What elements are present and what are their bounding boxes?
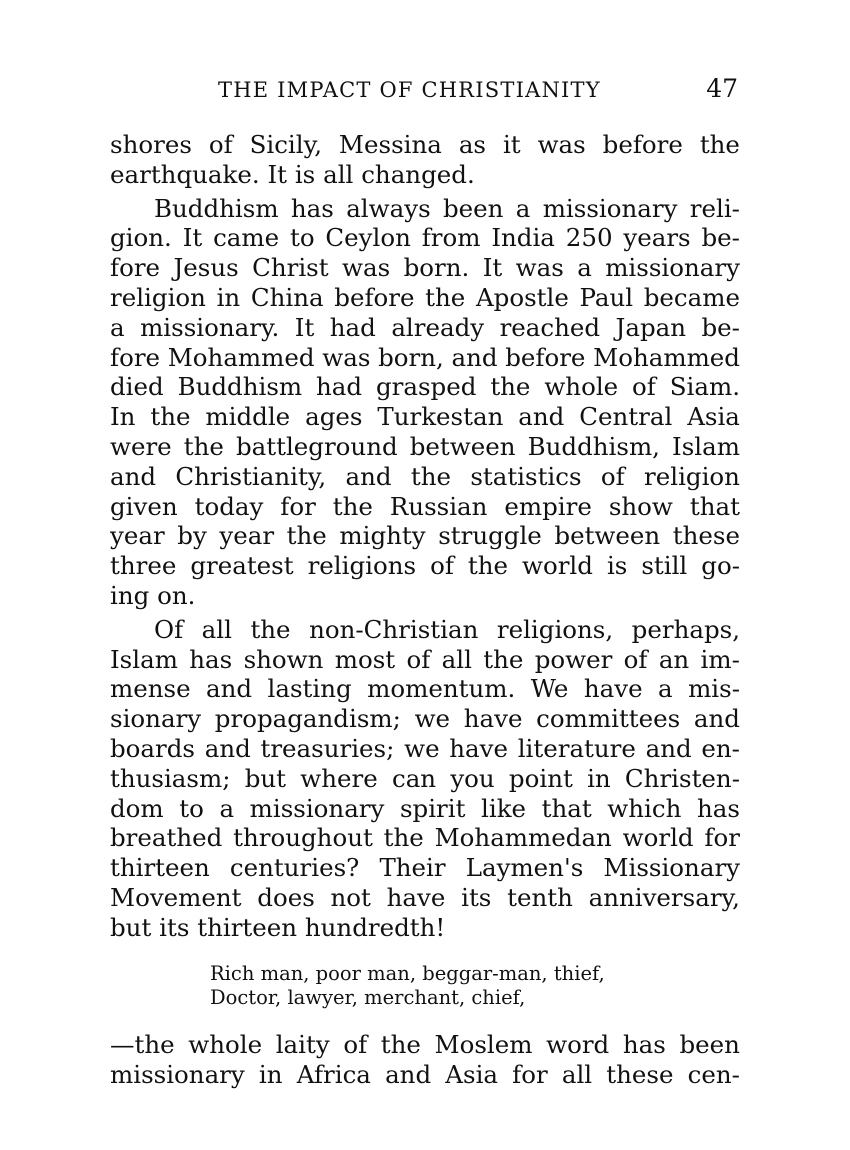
text-line bbox=[110, 883, 740, 913]
word: by bbox=[177, 521, 207, 551]
word: Apostle bbox=[475, 282, 569, 312]
text-line bbox=[110, 462, 740, 492]
word: we bbox=[414, 704, 451, 734]
running-head bbox=[110, 72, 740, 106]
word: the bbox=[380, 1030, 421, 1059]
word: on. bbox=[157, 580, 196, 610]
word: a bbox=[658, 674, 673, 704]
word: treasuries; bbox=[260, 733, 395, 763]
word: changed. bbox=[361, 159, 475, 189]
paragraph bbox=[110, 194, 740, 611]
paragraph bbox=[110, 615, 740, 943]
word: and bbox=[345, 461, 392, 491]
text-line bbox=[110, 253, 740, 283]
word: of bbox=[623, 644, 648, 674]
word: that bbox=[689, 491, 740, 521]
word: breathed bbox=[110, 823, 223, 853]
paragraph bbox=[110, 130, 740, 190]
word: Sicily, bbox=[249, 130, 322, 159]
word: of bbox=[406, 644, 431, 674]
word: Buddhism, bbox=[527, 431, 660, 461]
word: have bbox=[386, 882, 446, 912]
word: Siam. bbox=[669, 372, 740, 402]
word: of bbox=[208, 130, 233, 159]
word: in bbox=[258, 1059, 283, 1089]
word: Buddhism bbox=[177, 372, 303, 402]
page-number: 47 bbox=[706, 74, 738, 103]
text-line bbox=[110, 645, 740, 675]
word: have bbox=[463, 704, 523, 734]
word: always bbox=[346, 193, 431, 223]
text-line bbox=[110, 372, 740, 402]
word: ing bbox=[110, 580, 150, 610]
text-line bbox=[110, 313, 740, 343]
word: Asia bbox=[445, 1059, 499, 1089]
word: Their bbox=[379, 853, 446, 883]
word: empire bbox=[504, 491, 592, 521]
word: given bbox=[110, 491, 178, 521]
word: the bbox=[250, 614, 291, 644]
word: missionary bbox=[605, 253, 740, 283]
word: which bbox=[607, 793, 682, 823]
word: non-Christian bbox=[309, 614, 479, 644]
word: Christianity, bbox=[175, 461, 327, 491]
word: shown bbox=[243, 644, 324, 674]
word: throughout bbox=[233, 823, 373, 853]
word: and bbox=[110, 461, 157, 491]
word: but bbox=[244, 763, 287, 793]
word: died bbox=[110, 372, 164, 402]
word: It bbox=[267, 159, 288, 189]
word: religion bbox=[644, 461, 740, 491]
word: Japan bbox=[615, 312, 687, 342]
word: go- bbox=[701, 551, 740, 581]
word: Africa bbox=[296, 1059, 371, 1089]
word: and bbox=[645, 733, 692, 763]
text-line bbox=[110, 794, 740, 824]
word: year bbox=[219, 521, 275, 551]
word: most bbox=[334, 644, 396, 674]
word: reli- bbox=[689, 193, 740, 223]
text-line bbox=[110, 823, 740, 853]
word: whole bbox=[188, 1030, 263, 1059]
text-line bbox=[110, 343, 740, 373]
word: a bbox=[515, 193, 531, 223]
word: was bbox=[322, 342, 371, 372]
word: religions bbox=[307, 551, 417, 581]
word: have bbox=[583, 674, 643, 704]
word: its bbox=[461, 882, 492, 912]
word: mis- bbox=[688, 674, 740, 704]
word: can bbox=[391, 763, 437, 793]
word: of bbox=[632, 372, 656, 402]
word: missionary bbox=[249, 793, 385, 823]
word: middle bbox=[205, 402, 291, 432]
word: the bbox=[410, 461, 451, 491]
text-line bbox=[110, 521, 740, 551]
text-line bbox=[110, 1060, 740, 1090]
word: momentum. bbox=[367, 674, 516, 704]
word: Central bbox=[579, 402, 673, 432]
word: the bbox=[467, 551, 509, 581]
word: Mohammed bbox=[593, 342, 740, 372]
word: Islam bbox=[110, 644, 178, 674]
word: It bbox=[482, 253, 503, 283]
word: show bbox=[608, 491, 673, 521]
word: fore bbox=[110, 253, 161, 283]
word: Missionary bbox=[603, 853, 740, 883]
word: India bbox=[491, 223, 555, 253]
word: is bbox=[294, 159, 316, 189]
word: lasting bbox=[267, 674, 352, 704]
word: all bbox=[441, 644, 472, 674]
word: missionary. bbox=[140, 312, 280, 342]
continuation-text bbox=[110, 1030, 740, 1090]
word: like bbox=[481, 793, 527, 823]
word: ages bbox=[305, 402, 363, 432]
text-line bbox=[110, 283, 740, 313]
word: of bbox=[430, 551, 454, 581]
word: born. bbox=[403, 253, 470, 283]
word: for bbox=[704, 823, 740, 853]
word: Christen- bbox=[624, 763, 740, 793]
word: the bbox=[332, 491, 373, 521]
word: —the bbox=[110, 1030, 175, 1059]
word: came bbox=[213, 223, 280, 253]
word: point bbox=[508, 763, 573, 793]
word: In bbox=[110, 402, 136, 432]
word: Moslem bbox=[434, 1030, 533, 1059]
word: you bbox=[450, 763, 495, 793]
word: religion bbox=[110, 282, 206, 312]
verse-quotation bbox=[210, 962, 670, 1010]
word: the bbox=[490, 372, 531, 402]
word: Ceylon bbox=[325, 223, 411, 253]
word: but bbox=[110, 912, 152, 942]
word: earthquake. bbox=[110, 159, 260, 189]
word: Messina bbox=[338, 130, 442, 159]
word: gion. bbox=[110, 223, 172, 253]
word: 250 bbox=[565, 223, 613, 253]
word: has bbox=[290, 193, 334, 223]
word: had bbox=[316, 372, 363, 402]
word: Laymen's bbox=[465, 853, 584, 883]
word: all bbox=[201, 614, 232, 644]
word: fore bbox=[110, 342, 161, 372]
word: shores bbox=[110, 130, 192, 159]
word: already bbox=[391, 312, 485, 342]
word: whole bbox=[544, 372, 619, 402]
word: perhaps, bbox=[631, 614, 740, 644]
word: Asia bbox=[687, 402, 740, 432]
word: three bbox=[110, 551, 177, 581]
word: and bbox=[204, 733, 251, 763]
word: does bbox=[257, 882, 315, 912]
word: thirteen bbox=[110, 853, 210, 883]
word: before bbox=[334, 282, 415, 312]
word: became bbox=[643, 282, 740, 312]
word: these bbox=[606, 1059, 674, 1089]
text-line bbox=[110, 194, 740, 224]
word: Christ bbox=[252, 253, 329, 283]
word: Turkestan bbox=[377, 402, 504, 432]
word: Islam bbox=[672, 431, 740, 461]
text-line bbox=[110, 223, 740, 253]
word: a bbox=[219, 793, 235, 823]
word: Russian bbox=[389, 491, 488, 521]
word: had bbox=[329, 312, 376, 342]
word: in bbox=[587, 763, 611, 793]
word: grasped bbox=[375, 372, 477, 402]
word: Mohammed bbox=[167, 342, 315, 372]
verse-line: Rich man, poor man, beggar-man, thief, bbox=[210, 962, 605, 985]
word: was bbox=[537, 130, 586, 159]
word: Movement bbox=[110, 882, 242, 912]
word: has bbox=[189, 644, 233, 674]
word: of bbox=[343, 1030, 368, 1059]
word: was bbox=[342, 253, 391, 283]
word: all bbox=[561, 1059, 593, 1089]
word: the bbox=[383, 823, 424, 853]
word: was bbox=[515, 253, 564, 283]
word: that bbox=[541, 793, 592, 823]
text-line bbox=[110, 704, 740, 734]
word: battleground bbox=[235, 431, 398, 461]
text-line bbox=[110, 551, 740, 581]
word: as bbox=[458, 130, 486, 159]
word: for bbox=[512, 1059, 548, 1089]
word: literature bbox=[517, 733, 636, 763]
word: Buddhism bbox=[154, 193, 279, 223]
word: and bbox=[206, 674, 253, 704]
word: have bbox=[449, 733, 509, 763]
word: the bbox=[425, 282, 466, 312]
word: a bbox=[110, 312, 125, 342]
word: missionary bbox=[110, 1059, 245, 1089]
word: religions, bbox=[496, 614, 614, 644]
word: today bbox=[194, 491, 264, 521]
word: has bbox=[622, 1030, 666, 1059]
word: been bbox=[679, 1030, 740, 1059]
word: between bbox=[554, 521, 661, 551]
word: statistics bbox=[470, 461, 582, 491]
word: a bbox=[577, 253, 592, 283]
word: to bbox=[179, 793, 204, 823]
word: en- bbox=[701, 733, 740, 763]
text-line bbox=[110, 764, 740, 794]
word: committees bbox=[536, 704, 681, 734]
word: the bbox=[483, 644, 524, 674]
text-line bbox=[110, 1030, 740, 1060]
word: greatest bbox=[190, 551, 294, 581]
word: thirteen bbox=[197, 912, 298, 942]
word: mighty bbox=[339, 521, 426, 551]
text-line bbox=[110, 432, 740, 462]
word: world bbox=[622, 823, 694, 853]
verse-line: Doctor, lawyer, merchant, chief, bbox=[210, 986, 526, 1009]
word: and bbox=[693, 704, 740, 734]
word: reached bbox=[499, 312, 601, 342]
word: the bbox=[183, 431, 224, 461]
word: been bbox=[442, 193, 504, 223]
word: It bbox=[294, 312, 315, 342]
word: for bbox=[280, 491, 316, 521]
word: and bbox=[518, 402, 565, 432]
word: Mohammedan bbox=[434, 823, 612, 853]
text-line bbox=[110, 402, 740, 432]
word: tenth bbox=[507, 882, 573, 912]
word: it bbox=[502, 130, 521, 159]
word: hundredth! bbox=[304, 912, 446, 942]
word: mense bbox=[110, 674, 191, 704]
text-line bbox=[110, 615, 740, 645]
running-title: THE IMPACT OF CHRISTIANITY bbox=[218, 78, 601, 102]
word: before bbox=[602, 130, 683, 159]
word: the bbox=[150, 402, 191, 432]
word: the bbox=[286, 521, 327, 551]
word: China bbox=[250, 282, 324, 312]
text-line bbox=[110, 674, 740, 704]
text-line bbox=[110, 160, 740, 190]
word: be- bbox=[701, 223, 740, 253]
word: anniversary, bbox=[588, 882, 740, 912]
word: be- bbox=[701, 312, 740, 342]
word: centuries? bbox=[229, 853, 360, 883]
word: to bbox=[289, 223, 315, 253]
word: all bbox=[323, 159, 354, 189]
word: of bbox=[600, 461, 625, 491]
text-line bbox=[110, 492, 740, 522]
word: these bbox=[672, 521, 740, 551]
text-line bbox=[110, 130, 740, 160]
word: We bbox=[530, 674, 569, 704]
word: power bbox=[534, 644, 613, 674]
word: between bbox=[409, 431, 516, 461]
word: and bbox=[451, 342, 498, 372]
word: Paul bbox=[579, 282, 634, 312]
word: where bbox=[300, 763, 378, 793]
text-line bbox=[110, 581, 740, 611]
word: and bbox=[385, 1059, 432, 1089]
word: laity bbox=[275, 1030, 330, 1059]
word: world bbox=[522, 551, 593, 581]
word: years bbox=[623, 223, 691, 253]
word: still bbox=[641, 551, 688, 581]
word: not bbox=[330, 882, 371, 912]
word: sionary bbox=[110, 704, 202, 734]
word: word bbox=[546, 1030, 610, 1059]
word: were bbox=[110, 431, 172, 461]
word: an bbox=[658, 644, 690, 674]
word: has bbox=[696, 793, 740, 823]
text-line bbox=[110, 734, 740, 764]
word: struggle bbox=[438, 521, 542, 551]
text-line bbox=[110, 913, 740, 943]
word: we bbox=[404, 733, 440, 763]
body-text bbox=[110, 130, 740, 943]
word: the bbox=[699, 130, 740, 159]
word: missionary bbox=[542, 193, 678, 223]
word: Jesus bbox=[173, 253, 239, 283]
word: its bbox=[159, 912, 190, 942]
word: is bbox=[606, 551, 628, 581]
word: thusiasm; bbox=[110, 763, 231, 793]
word: year bbox=[110, 521, 165, 551]
word: dom bbox=[110, 793, 164, 823]
word: im- bbox=[700, 644, 740, 674]
word: boards bbox=[110, 733, 196, 763]
word: before bbox=[505, 342, 586, 372]
word: It bbox=[182, 223, 203, 253]
word: in bbox=[216, 282, 241, 312]
word: spirit bbox=[399, 793, 466, 823]
text-line bbox=[110, 853, 740, 883]
word: from bbox=[421, 223, 481, 253]
word: born, bbox=[378, 342, 444, 372]
word: cen- bbox=[687, 1059, 740, 1089]
word: propagandism; bbox=[214, 704, 401, 734]
word: Of bbox=[154, 614, 184, 644]
